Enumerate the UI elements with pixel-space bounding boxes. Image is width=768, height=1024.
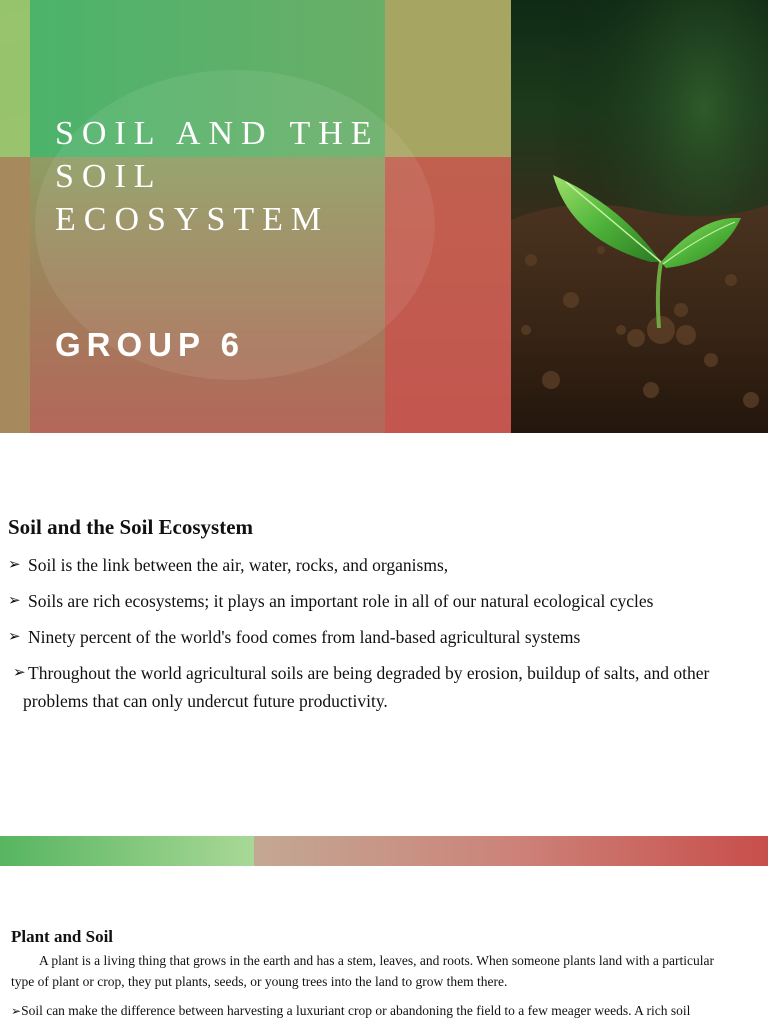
arrow-bullet-icon: ➢: [13, 665, 26, 681]
arrow-bullet-icon: ➢: [11, 1004, 22, 1018]
bullet-text: Ninety percent of the world's food comes from land-based agricultural systems: [28, 627, 581, 647]
list-item: [11, 1000, 768, 1022]
arrow-bullet-icon: ➢: [8, 629, 21, 645]
slide-heading: Soil and the Soil Ecosystem: [8, 515, 254, 539]
color-block: [0, 157, 30, 433]
seedling-icon: [511, 0, 768, 433]
bullet-text: Throughout the world agricultural soils are being degraded by erosion, buildup of salts, and other problems that can only undercut future productivity.: [23, 663, 710, 711]
color-block: [0, 0, 30, 157]
bullet-text: Soil can make the difference between harvesting a luxuriant crop or abandoning the field to a few meager weeds. A rich soil: [21, 1003, 691, 1018]
title-panel: [0, 0, 511, 433]
title-line: ECOSYSTEM: [55, 201, 330, 238]
content-slide: [0, 433, 768, 836]
list-item: [8, 659, 758, 715]
list-item: [8, 551, 758, 579]
list-item: [8, 623, 758, 651]
title-line: SOIL AND THE: [55, 115, 380, 152]
list-item: [8, 587, 758, 615]
title-slide: [0, 0, 768, 433]
bullet-text: Soil is the link between the air, water, rocks, and organisms,: [28, 555, 449, 575]
title-line: SOIL: [55, 158, 163, 195]
arrow-bullet-icon: ➢: [8, 557, 21, 573]
content-slide: [0, 866, 768, 1024]
body-paragraph: A plant is a living thing that grows in the earth and has a stem, leaves, and roots. When someone plants land with a particular type of plant or crop, they put plants, seeds, or young trees into the land to grow them there.: [11, 953, 714, 989]
bullet-list: [8, 551, 758, 723]
band-green-segment: [0, 836, 254, 866]
arrow-bullet-icon: ➢: [8, 593, 21, 609]
band-red-segment: [254, 836, 768, 866]
bullet-text: Soils are rich ecosystems; it plays an important role in all of our natural ecological cycles: [28, 591, 654, 611]
slide-title: [55, 112, 475, 241]
slide-subtitle: GROUP 6: [55, 326, 245, 363]
seedling-photo: [511, 0, 768, 433]
slide-divider-band: [0, 836, 768, 866]
slide-heading: Plant and Soil: [11, 927, 114, 946]
